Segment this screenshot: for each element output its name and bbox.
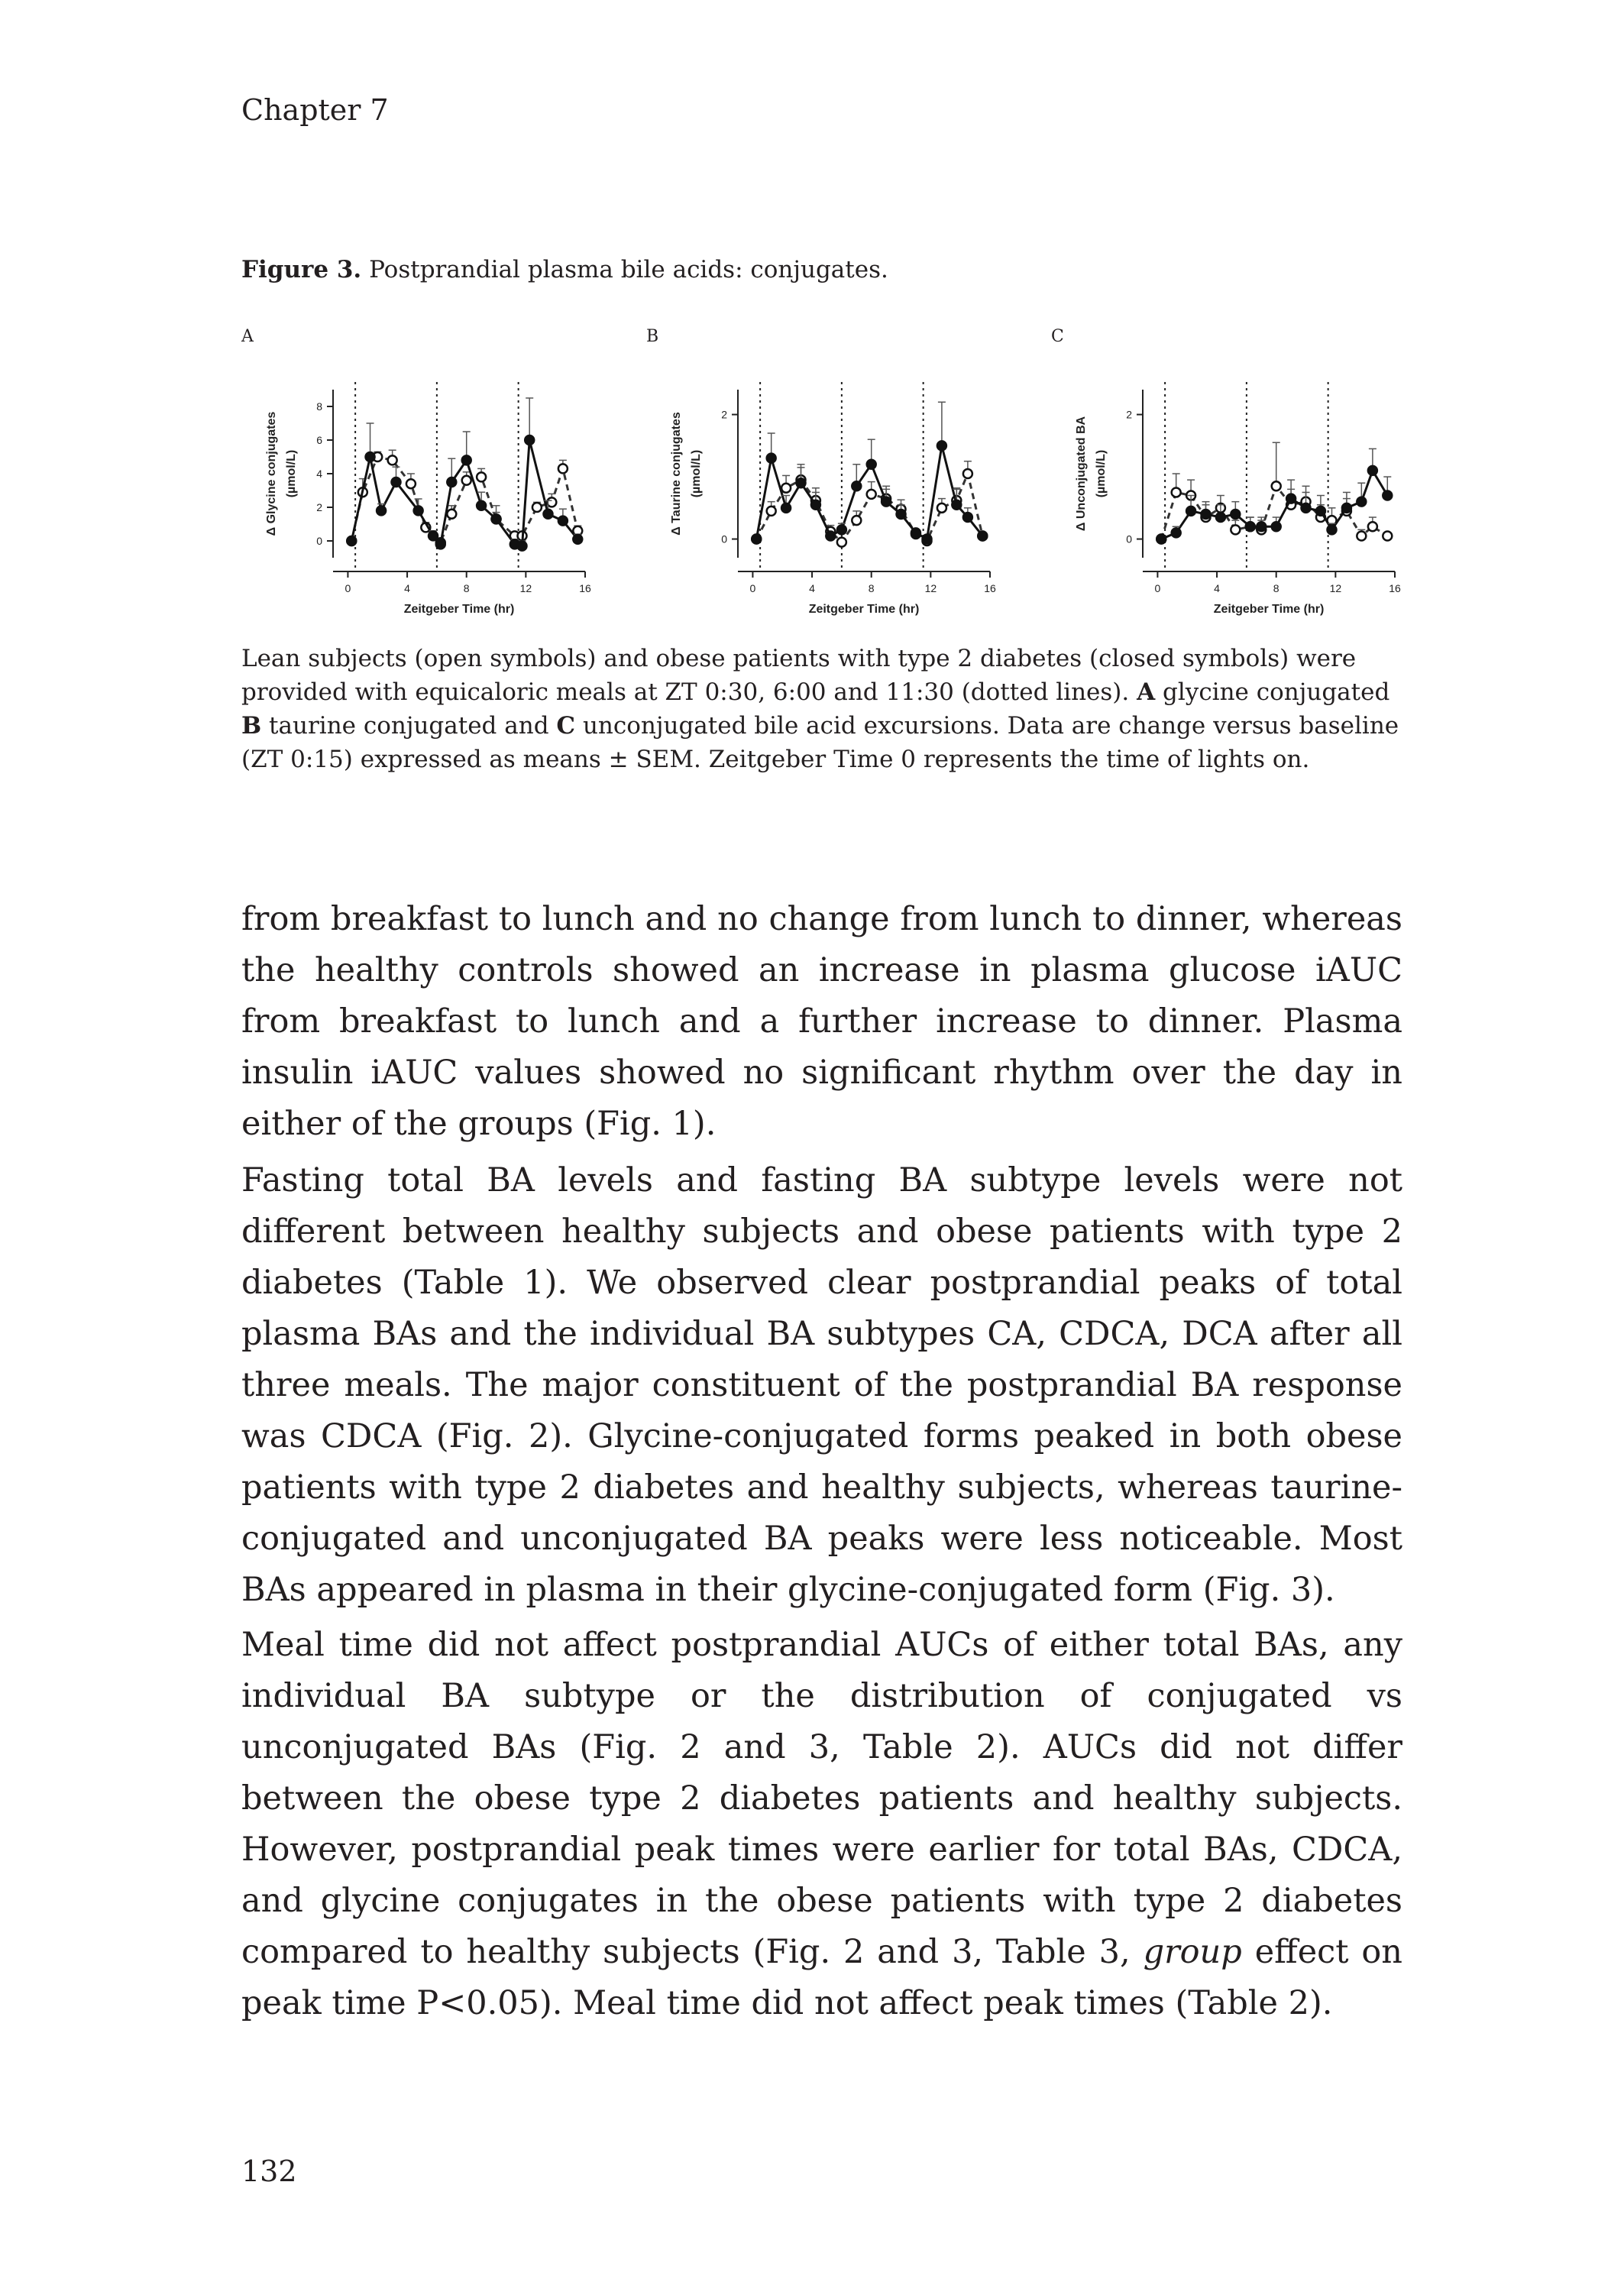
x-tick-label: 8 [463, 582, 470, 594]
data-point-obese [811, 500, 820, 510]
data-point-lean [937, 503, 946, 513]
y-tick-label: 2 [1126, 408, 1132, 421]
data-point-obese [347, 536, 356, 545]
body-paragraph-3-emphasis: group [1143, 1933, 1242, 1971]
data-point-obese [867, 460, 876, 469]
caption-text: Lean subjects (open symbols) and obese patients with type 2 diabetes (closed symbols) were provided with equicaloric meals at ZT 0:30, 6:00 and 11:30 (dotted lines). [241, 645, 1357, 706]
data-point-obese [377, 506, 386, 515]
data-point-obese [1316, 507, 1325, 516]
x-tick-label: 16 [984, 582, 996, 594]
y-tick-label: 0 [721, 533, 727, 545]
data-point-obese [1357, 497, 1366, 507]
body-paragraph-3-text-b: effect on peak time P<0.05). Meal time did not affect peak times (Table 2). [241, 1933, 1402, 2022]
x-tick-label: 12 [924, 582, 937, 594]
y-axis-unit-label: (µmol/L) [1095, 449, 1108, 498]
data-point-obese [1302, 503, 1311, 513]
figure-title-text: Postprandial plasma bile acids: conjugates. [369, 256, 888, 283]
data-point-obese [897, 510, 906, 519]
data-point-lean [406, 479, 416, 488]
data-point-obese [518, 542, 527, 551]
data-point-obese [436, 539, 445, 549]
data-point-lean [447, 510, 456, 519]
data-point-obese [1202, 510, 1211, 519]
data-point-obese [1157, 535, 1166, 544]
data-point-lean [1368, 522, 1377, 531]
data-point-lean [781, 484, 791, 493]
data-point-obese [1368, 466, 1377, 475]
data-point-obese [392, 478, 401, 487]
data-point-obese [937, 441, 946, 450]
data-point-obese [1231, 510, 1240, 519]
data-point-obese [781, 503, 791, 513]
data-point-obese [543, 510, 552, 519]
data-point-obese [525, 435, 534, 445]
panel-letter-b: B [646, 327, 659, 346]
caption-text-b: taurine conjugated and [261, 712, 557, 740]
data-point-obese [1342, 503, 1351, 513]
data-point-obese [1328, 525, 1337, 534]
chart-panel-b [646, 359, 1005, 626]
data-point-obese [797, 478, 806, 487]
x-tick-label: 8 [1273, 582, 1279, 594]
x-axis-label: Zeitgeber Time (hr) [403, 603, 515, 616]
page-number: 132 [241, 2154, 297, 2188]
caption-text-a: glycine conjugated [1155, 678, 1390, 706]
x-tick-label: 4 [1214, 582, 1220, 594]
y-axis-unit-label: (µmol/L) [690, 449, 703, 498]
x-axis-label: Zeitgeber Time (hr) [808, 603, 920, 616]
data-point-lean [477, 472, 486, 481]
data-point-obese [366, 452, 375, 461]
data-point-obese [923, 535, 932, 544]
figure-label: Figure 3. [241, 256, 362, 283]
y-tick-label: 4 [316, 468, 322, 480]
x-axis-label: Zeitgeber Time (hr) [1213, 603, 1325, 616]
caption-text-c: unconjugated bile acid excursions. Data are change versus baseline (ZT 0:15) expressed as means ± SEM. Zeitgeber Time 0 represents the time of lights on. [241, 712, 1399, 773]
body-paragraph-3-text-a: Meal time did not affect postprandial AUCs of either total BAs, any individual BA subtype or the distribution of conjugated vs unconjugated BAs (Fig. 2 and 3, Table 2). AUCs did not differ between the obese type 2 diabetes patients and healthy subjects. However, postprandial peak times were earlier for total BAs, CDCA, and glycine conjugates in the obese patients with type 2 diabetes compared to healthy subjects (Fig. 2 and 3, Table 3, [241, 1626, 1402, 1971]
data-point-obese [1272, 522, 1281, 531]
panel-letter-c: C [1051, 327, 1064, 346]
x-tick-label: 0 [345, 582, 351, 594]
y-tick-label: 0 [316, 535, 322, 547]
x-tick-label: 4 [809, 582, 815, 594]
data-point-obese [826, 531, 835, 540]
figure-title [241, 256, 888, 283]
data-point-lean [532, 503, 542, 512]
x-tick-label: 0 [1154, 582, 1161, 594]
data-point-obese [477, 501, 486, 510]
data-point-obese [1216, 513, 1225, 522]
chart-panel-a [241, 359, 600, 626]
y-axis-label: Δ Taurine conjugates [670, 412, 683, 536]
data-point-obese [752, 535, 761, 544]
y-tick-label: 2 [316, 501, 322, 513]
y-tick-label: 2 [721, 408, 727, 421]
panel-letter-a: A [241, 327, 254, 346]
body-paragraph-1: from breakfast to lunch and no change from lunch to dinner, whereas the healthy controls showed an increase in plasma glucose iAUC from breakfast to lunch and a further increase to dinner. Plasma insulin iAUC values showed no significant rhythm over the day in either of the groups (Fig. 1). [241, 900, 1402, 1143]
x-tick-label: 8 [868, 582, 875, 594]
data-point-lean [963, 469, 972, 478]
y-axis-label: Δ Unconjugated BA [1075, 416, 1088, 532]
data-point-lean [558, 464, 568, 473]
body-paragraph-2: Fasting total BA levels and fasting BA subtype levels were not different between healthy subjects and obese patients with type 2 diabetes (Table 1). We observed clear postprandial peaks of total plasma BAs and the individual BA subtypes CA, CDCA, DCA after all three meals. The major constituent of the postprandial BA response was CDCA (Fig. 2). Glycine-conjugated forms peaked in both obese patients with type 2 diabetes and healthy subjects, whereas taurine-conjugated and unconjugated BA peaks were less noticeable. Most BAs appeared in plasma in their glycine-conjugated form (Fig. 3). [241, 1161, 1402, 1609]
x-tick-label: 0 [749, 582, 756, 594]
data-point-obese [1286, 494, 1296, 503]
y-tick-label: 0 [1126, 533, 1132, 545]
x-tick-label: 16 [1389, 582, 1401, 594]
figure-caption [241, 642, 1402, 776]
data-point-lean [1172, 487, 1181, 497]
data-point-lean [1357, 531, 1366, 540]
data-point-lean [1383, 531, 1392, 540]
y-axis-unit-label: (µmol/L) [285, 449, 298, 498]
data-point-lean [388, 455, 397, 465]
data-point-obese [429, 531, 438, 540]
data-point-lean [1272, 481, 1281, 490]
y-tick-label: 6 [316, 434, 322, 446]
data-point-obese [573, 535, 582, 544]
data-point-obese [1172, 528, 1181, 537]
data-point-obese [1257, 522, 1266, 531]
data-point-obese [978, 531, 987, 540]
running-header: Chapter 7 [241, 93, 389, 127]
data-point-obese [1186, 507, 1195, 516]
data-point-obese [882, 497, 891, 507]
data-point-obese [911, 528, 920, 537]
data-point-obese [852, 481, 861, 490]
caption-label-a: A [1137, 678, 1156, 706]
data-point-lean [767, 507, 776, 516]
caption-label-b: B [241, 712, 262, 740]
data-point-obese [767, 454, 776, 463]
data-point-obese [414, 506, 423, 515]
x-tick-label: 12 [1329, 582, 1342, 594]
data-point-obese [837, 525, 846, 534]
data-point-obese [558, 516, 568, 526]
chart-panel-c [1051, 359, 1410, 626]
data-point-obese [963, 513, 972, 522]
data-point-lean [837, 538, 846, 547]
y-axis-label: Δ Glycine conjugates [265, 411, 278, 536]
data-point-obese [462, 455, 471, 465]
data-point-obese [1246, 522, 1255, 531]
caption-label-c: C [556, 712, 576, 740]
data-point-obese [952, 500, 961, 510]
x-tick-label: 16 [579, 582, 591, 594]
data-point-lean [1231, 525, 1240, 534]
data-point-obese [492, 514, 501, 523]
data-point-lean [852, 516, 861, 525]
body-paragraph-3 [241, 1620, 1402, 2029]
x-tick-label: 4 [404, 582, 410, 594]
data-point-obese [1383, 491, 1392, 500]
data-point-lean [867, 490, 876, 499]
x-tick-label: 12 [519, 582, 532, 594]
data-point-lean [462, 476, 471, 485]
y-tick-label: 8 [316, 400, 322, 413]
data-point-obese [447, 478, 456, 487]
